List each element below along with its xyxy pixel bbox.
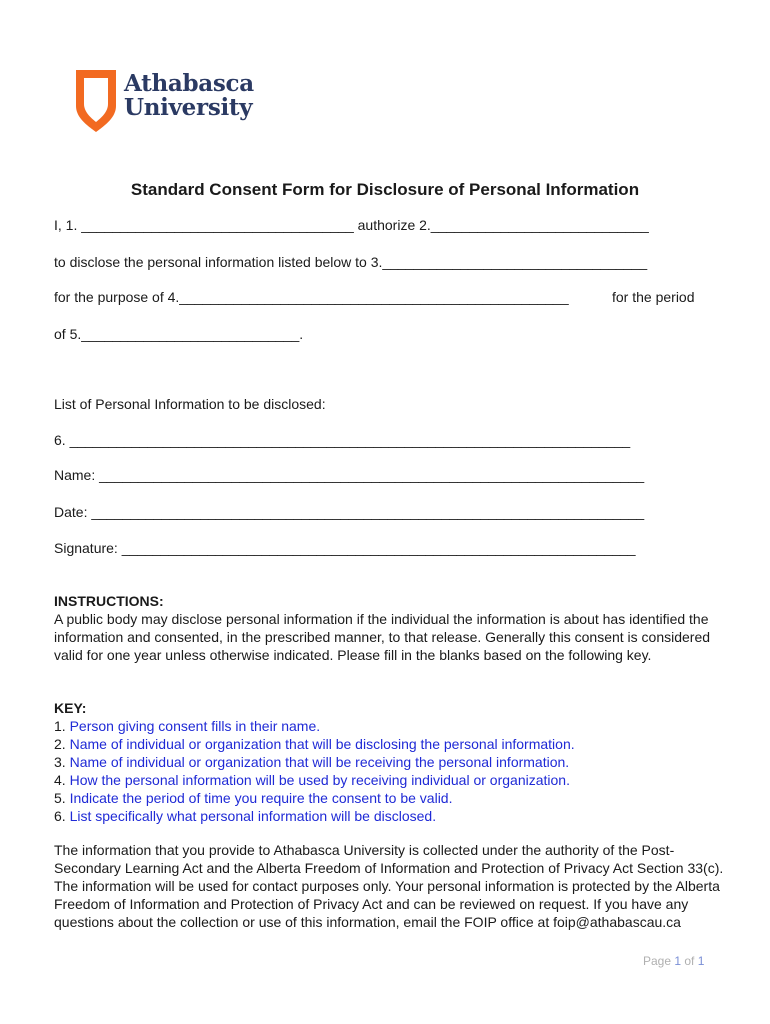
date-line: Date: _______________________________________________________________________ [54, 504, 645, 520]
shield-logo-icon [76, 70, 116, 132]
key-item-4 [54, 771, 724, 789]
key-num: 1. [54, 718, 70, 734]
key-num: 4. [54, 772, 70, 788]
list-label: List of Personal Information to be disclosed: [54, 396, 326, 412]
consent-line-1: I, 1. ___________________________________ authorize 2.____________________________ [54, 217, 649, 233]
page-of: of [681, 954, 698, 968]
consent-line-2: to disclose the personal information listed below to 3.__________________________________ [54, 254, 648, 270]
instructions-heading: INSTRUCTIONS: [54, 593, 164, 609]
key-text: List specifically what personal information will be disclosed. [69, 808, 437, 824]
key-num: 5. [54, 790, 70, 806]
consent-line-3-left: for the purpose of 4.__________________________________________________ [54, 289, 569, 305]
key-item-6 [54, 807, 724, 825]
logo-line-1: Athabasca [124, 70, 254, 97]
key-item-1 [54, 717, 724, 735]
instructions-section [54, 592, 724, 664]
logo-line-2: University [124, 94, 253, 121]
key-text: How the personal information will be used by receiving individual or organization. [69, 772, 570, 788]
key-num: 6. [54, 808, 70, 824]
key-text: Name of individual or organization that will be disclosing the personal information. [69, 736, 575, 752]
page-current: 1 [674, 954, 682, 968]
item-6-line: 6. ________________________________________________________________________ [54, 432, 631, 448]
consent-line-4: of 5.____________________________. [54, 326, 304, 342]
key-text: Name of individual or organization that will be receiving the personal information. [69, 754, 570, 770]
key-section [54, 699, 724, 825]
form-title: Standard Consent Form for Disclosure of Personal Information [130, 180, 640, 199]
privacy-notice-text: The information that you provide to Athabasca University is collected under the authority of the Post-Secondary Learning Act and the Alberta Freedom of Information and Protection of Privacy Act Section 33(c). The information will be used for contact purposes only. Your personal information is protected by the Alberta Freedom of Information and Protection of Privacy Act and can be reviewed on request. If you have any questions about the collection or use of this information, email the FOIP office at foip@athabascau.ca [54, 842, 724, 930]
name-line: Name: ______________________________________________________________________ [54, 467, 645, 483]
key-item-3 [54, 753, 724, 771]
instructions-text: A public body may disclose personal information if the individual the information is about has identified the information and consented, in the prescribed manner, to that release. Generally this consent is considered valid for one year unless otherwise indicated. Please fill in the blanks based on the following key. [54, 611, 711, 663]
signature-line: Signature: __________________________________________________________________ [54, 540, 636, 556]
key-num: 3. [54, 754, 70, 770]
key-text: Indicate the period of time you require the consent to be valid. [69, 790, 453, 806]
key-num: 2. [54, 736, 70, 752]
key-item-5 [54, 789, 724, 807]
logo-wordmark [124, 72, 254, 120]
key-heading: KEY: [54, 700, 87, 716]
key-item-2 [54, 735, 724, 753]
key-text: Person giving consent fills in their name. [69, 718, 321, 734]
page-number [643, 954, 704, 968]
consent-line-3-right: for the period [612, 289, 695, 305]
page-word: Page [643, 954, 675, 968]
privacy-notice [54, 841, 724, 931]
page-total: 1 [697, 954, 705, 968]
university-logo [76, 70, 254, 132]
